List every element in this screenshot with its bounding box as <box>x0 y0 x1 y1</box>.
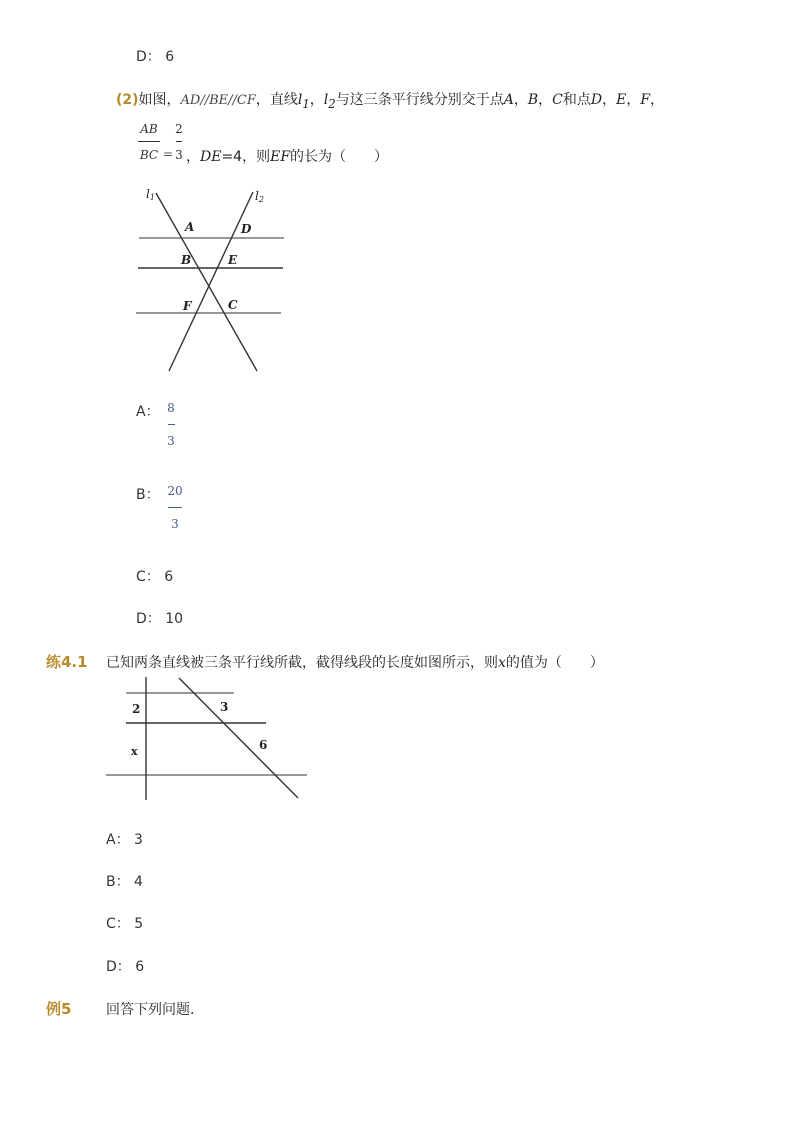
point-d: D <box>590 92 603 108</box>
variable-x: x <box>498 655 506 671</box>
option-a-fraction: 8 3 <box>167 401 175 448</box>
example-5-text: 回答下列问题. <box>106 1002 195 1018</box>
q2-text-2: ，直线 <box>255 92 298 108</box>
example-tag: 例5 <box>46 1000 72 1018</box>
label-d: D <box>241 222 252 236</box>
exercise-4-1-text: 已知两条直线被三条平行线所截，截得线段的长度如图所示，则x的值为（ ） <box>106 655 604 671</box>
point-b: B <box>527 92 539 108</box>
point-a: A <box>503 92 514 108</box>
line-l1: $l_1$ <box>297 92 310 111</box>
segment-ef: EF <box>270 149 291 165</box>
option-d[interactable]: D： 10 <box>136 611 184 627</box>
exercise-option-d[interactable]: D： 6 <box>106 959 145 975</box>
question-2-text: (2)如图，AD//BE//CF，直线$l_1$，$l_2$与这三条平行线分别交于点A，B，C和点D，E，F， <box>116 92 665 111</box>
exercise-option-b[interactable]: B： 4 <box>106 874 143 890</box>
label-c: C <box>228 298 238 312</box>
label-e: E <box>228 253 238 267</box>
label-a: A <box>185 220 195 234</box>
point-e: E <box>616 92 627 108</box>
parallel-lines-figure <box>130 183 295 375</box>
prev-option-d: D： 6 <box>136 49 175 65</box>
option-c[interactable]: C： 6 <box>136 569 174 585</box>
label-3: 3 <box>220 700 229 714</box>
exercise-option-c[interactable]: C： 5 <box>106 916 144 932</box>
parallel-condition: AD//BE//CF <box>180 93 256 108</box>
exercise-option-a[interactable]: A： 3 <box>106 832 143 848</box>
option-b[interactable]: B： <box>136 487 160 503</box>
q2-text-4: 与这三条平行线分别交于点 <box>335 92 504 108</box>
transversal-l1 <box>156 193 257 371</box>
point-c: C <box>552 92 563 108</box>
ratio-fraction-ab-bc: AB BC <box>139 122 159 162</box>
label-x: x <box>131 745 138 758</box>
point-f: F <box>640 92 651 108</box>
q2-text-1: 如图， <box>138 92 181 108</box>
option-b-fraction: 20 3 <box>167 484 183 531</box>
ratio-fraction-2-3: 2 3 <box>175 122 183 162</box>
question-number: (2) <box>116 92 139 108</box>
label-b: B <box>181 253 192 267</box>
line-l2: $l_2$ <box>323 92 336 111</box>
q2-text-5: 和点 <box>562 92 591 108</box>
label-l1: l1 <box>146 187 155 202</box>
question-2-text-tail: ，DE=4，则EF的长为（ ） <box>186 149 389 165</box>
segment-de: DE <box>200 149 222 165</box>
label-2: 2 <box>132 702 141 716</box>
label-f: F <box>183 299 192 313</box>
option-a[interactable]: A： <box>136 404 160 420</box>
q2-text-3: ， <box>309 92 324 108</box>
slanted-transversal <box>179 678 298 798</box>
segments-figure <box>104 674 310 802</box>
equals-sign: = <box>163 147 174 161</box>
exercise-tag: 练4.1 <box>46 653 88 671</box>
label-6: 6 <box>259 738 268 752</box>
label-l2: l2 <box>255 189 264 204</box>
transversal-l2 <box>169 192 253 371</box>
